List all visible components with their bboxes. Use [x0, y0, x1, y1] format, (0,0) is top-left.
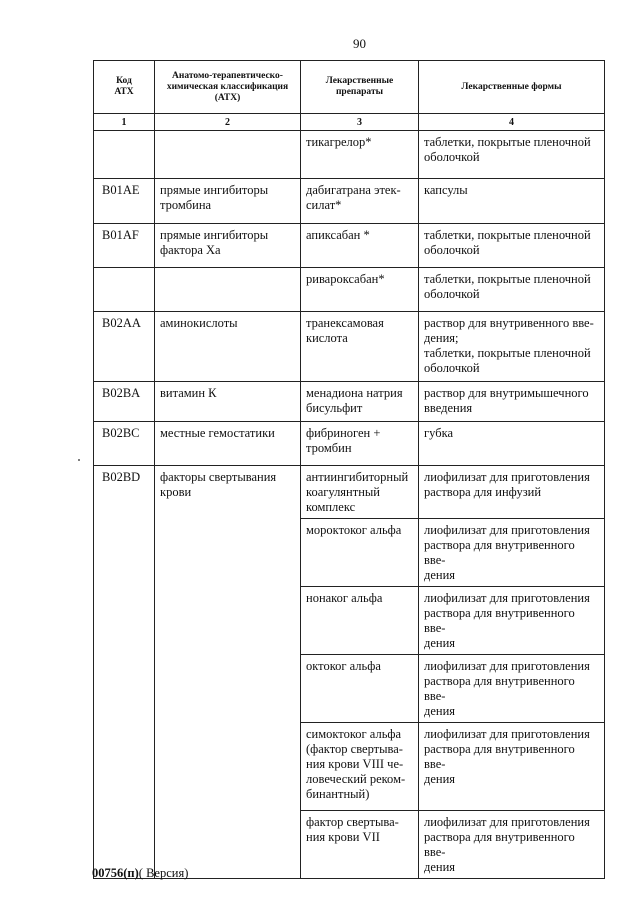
- header-row: [94, 61, 605, 114]
- dosage-form-cell: губка: [419, 422, 605, 466]
- dosage-form-cell: лиофилизат для приготовления раствора для инфузий: [419, 466, 605, 519]
- dosage-form-cell: таблетки, покрытые пленочной оболочкой: [419, 268, 605, 312]
- drug-cell: апиксабан *: [301, 224, 419, 268]
- column-number: 4: [419, 114, 605, 131]
- table-row: [94, 312, 605, 382]
- header-atx-code: Код АТХ: [94, 61, 155, 114]
- classification-cell: факторы свертывания крови: [155, 466, 301, 879]
- document-footer: [92, 866, 188, 881]
- atx-code-cell: B02AA: [94, 312, 155, 382]
- classification-cell: прямые ингибиторы фактора Ха: [155, 224, 301, 268]
- atx-code-cell: [94, 131, 155, 179]
- classification-cell: [155, 268, 301, 312]
- dosage-form-cell: лиофилизат для приготовления раствора для внутривенного вве- дения: [419, 811, 605, 879]
- drug-cell: дабигатрана этек- силат*: [301, 179, 419, 224]
- atx-code-cell: [94, 268, 155, 312]
- classification-cell: аминокислоты: [155, 312, 301, 382]
- classification-cell: витамин К: [155, 382, 301, 422]
- drug-cell: мороктоког альфа: [301, 519, 419, 587]
- drug-cell: антиингибиторный коагулянтный комплекс: [301, 466, 419, 519]
- drug-cell: симоктоког альфа (фактор свертыва- ния крови VIII че- ловеческий реком- бинантный): [301, 723, 419, 811]
- dosage-form-cell: лиофилизат для приготовления раствора для внутривенного вве- дения: [419, 587, 605, 655]
- table-row: [94, 268, 605, 312]
- table-row: [94, 179, 605, 224]
- column-number: 1: [94, 114, 155, 131]
- table-row: [94, 131, 605, 179]
- drug-cell: менадиона натрия бисульфит: [301, 382, 419, 422]
- atx-table: [93, 60, 605, 879]
- atx-code-cell: B02BC: [94, 422, 155, 466]
- page-number: 90: [353, 36, 366, 51]
- table-row: [94, 466, 605, 519]
- dosage-form-cell: таблетки, покрытые пленочной оболочкой: [419, 224, 605, 268]
- header-drugs: Лекарственные препараты: [301, 61, 419, 114]
- column-number-row: [94, 114, 605, 131]
- dosage-form-cell: капсулы: [419, 179, 605, 224]
- drug-cell: нонаког альфа: [301, 587, 419, 655]
- drug-cell: транексамовая кислота: [301, 312, 419, 382]
- document-version: ( Версия): [138, 866, 189, 880]
- header-atx-classification: Анатомо-терапевтическо- химическая классификация (АТХ): [155, 61, 301, 114]
- dosage-form-cell: раствор для внутримышечного введения: [419, 382, 605, 422]
- dosage-form-cell: лиофилизат для приготовления раствора для внутривенного вве- дения: [419, 723, 605, 811]
- atx-code-cell: B02BA: [94, 382, 155, 422]
- header-dosage-forms: Лекарственные формы: [419, 61, 605, 114]
- classification-cell: [155, 131, 301, 179]
- atx-code-cell: B02BD: [94, 466, 155, 879]
- column-number: 3: [301, 114, 419, 131]
- drug-cell: тикагрелор*: [301, 131, 419, 179]
- document-code: 00756(п): [92, 866, 139, 880]
- table-row: [94, 422, 605, 466]
- scan-speck: [78, 459, 80, 461]
- dosage-form-cell: таблетки, покрытые пленочной оболочкой: [419, 131, 605, 179]
- drug-cell: фактор свертыва- ния крови VII: [301, 811, 419, 879]
- atx-code-cell: B01AE: [94, 179, 155, 224]
- drug-cell: ривароксабан*: [301, 268, 419, 312]
- atx-code-cell: B01AF: [94, 224, 155, 268]
- drug-cell: октоког альфа: [301, 655, 419, 723]
- classification-cell: прямые ингибиторы тромбина: [155, 179, 301, 224]
- dosage-form-cell: раствор для внутривенного вве- дения; таблетки, покрытые пленочной оболочкой: [419, 312, 605, 382]
- dosage-form-cell: лиофилизат для приготовления раствора для внутривенного вве- дения: [419, 655, 605, 723]
- classification-cell: местные гемостатики: [155, 422, 301, 466]
- drug-cell: фибриноген + тромбин: [301, 422, 419, 466]
- column-number: 2: [155, 114, 301, 131]
- table-row: [94, 382, 605, 422]
- table-row: [94, 224, 605, 268]
- dosage-form-cell: лиофилизат для приготовления раствора для внутривенного вве- дения: [419, 519, 605, 587]
